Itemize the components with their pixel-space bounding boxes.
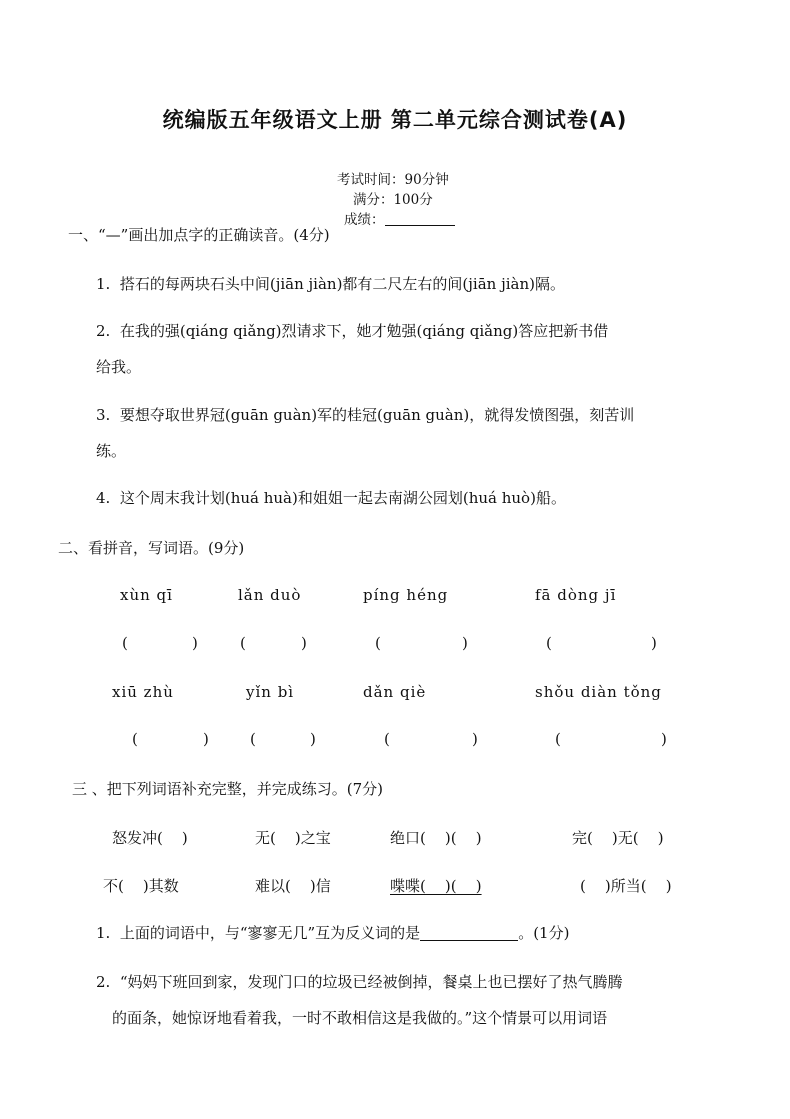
- answer-box-close: ): [462, 634, 468, 652]
- idiom-3: 绝口( )( ): [390, 829, 482, 847]
- section1-item-2-cont: 给我。: [96, 358, 142, 376]
- question-2-line-1: 2. “妈妈下班回到家，发现门口的垃圾已经被倒掉，餐桌上也已摆好了热气腾腾: [96, 973, 623, 991]
- answer-box-close: ): [310, 730, 316, 748]
- answer-box-close: ): [651, 634, 657, 652]
- answer-blank[interactable]: [420, 925, 518, 941]
- grade-label: 成绩：: [344, 212, 385, 228]
- exam-time: 考试时间：90分钟: [337, 172, 449, 188]
- exam-score: 满分：100分: [352, 192, 433, 208]
- section3-heading: 三 、把下列词语补充完整，并完成练习。(7分): [72, 780, 384, 798]
- answer-box-open: (: [122, 634, 128, 652]
- idiom-8: ( )所当( ): [580, 877, 672, 895]
- idiom-6: 难以( )信: [255, 877, 331, 895]
- answer-box-open: (: [250, 730, 256, 748]
- answer-box-close: ): [192, 634, 198, 652]
- pinyin-7: dǎn qiè: [363, 683, 427, 701]
- section1-item-3-cont: 练。: [96, 442, 127, 460]
- pinyin-6: yǐn bì: [246, 683, 295, 701]
- answer-box-close: ): [472, 730, 478, 748]
- section1-item-1: 1. 搭石的每两块石头中间(jiān jiàn)都有二尺左右的间(jiān jiàn)隔。: [96, 275, 566, 293]
- question-2-line-2: 的面条，她惊讶地看着我，一时不敢相信这是我做的。”这个情景可以用词语: [112, 1009, 608, 1027]
- idiom-5: 不( )其数: [103, 877, 179, 895]
- pinyin-4: fā dòng jī: [535, 586, 617, 604]
- question-1: [96, 922, 569, 943]
- page-title: 统编版五年级语文上册 第二单元综合测试卷(A): [162, 108, 628, 132]
- section2-heading: 二、看拼音，写词语。(9分): [58, 539, 245, 557]
- idiom-7: 喋喋( )( ): [390, 877, 482, 895]
- answer-box-open: (: [132, 730, 138, 748]
- answer-box-open: (: [546, 634, 552, 652]
- question-1-points: 。(1分): [518, 924, 570, 942]
- answer-box-open: (: [555, 730, 561, 748]
- answer-box-close: ): [203, 730, 209, 748]
- pinyin-5: xiū zhù: [112, 683, 174, 701]
- idiom-1: 怒发冲( ): [112, 829, 188, 847]
- grade-blank[interactable]: [385, 211, 455, 226]
- section1-item-4: 4. 这个周末我计划(huá huà)和姐姐一起去南湖公园划(huá huò)船。: [96, 489, 566, 507]
- answer-box-close: ): [301, 634, 307, 652]
- answer-box-open: (: [375, 634, 381, 652]
- answer-box-open: (: [240, 634, 246, 652]
- idiom-2: 无( )之宝: [255, 829, 331, 847]
- answer-box-open: (: [384, 730, 390, 748]
- question-1-text: 1. 上面的词语中，与“寥寥无几”互为反义词的是: [96, 924, 421, 942]
- pinyin-8: shǒu diàn tǒng: [535, 683, 662, 701]
- idiom-4: 完( )无( ): [572, 829, 664, 847]
- pinyin-1: xùn qī: [120, 586, 173, 604]
- pinyin-2: lǎn duò: [238, 586, 302, 604]
- exam-info: [0, 152, 790, 228]
- section1-item-2: 2. 在我的强(qiáng qiǎng)烈请求下，她才勉强(qiáng qiǎng)答应把新书借: [96, 322, 609, 340]
- section1-heading: 一、“—”画出加点字的正确读音。(4分): [68, 226, 330, 244]
- pinyin-3: píng héng: [363, 586, 449, 604]
- section1-item-3: 3. 要想夺取世界冠(guān guàn)军的桂冠(guān guàn)，就得发愤图强，刻苦训: [96, 406, 635, 424]
- answer-box-close: ): [661, 730, 667, 748]
